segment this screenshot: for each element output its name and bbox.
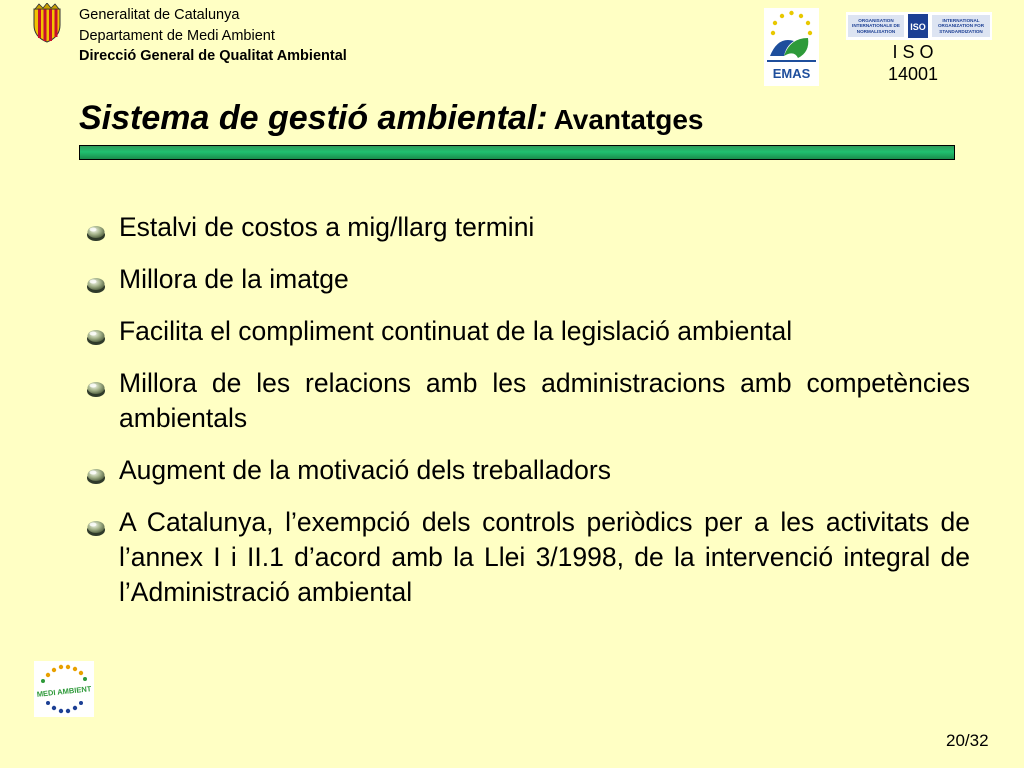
iso-badge-left-text: ORGANISATION INTERNATIONALE DE NORMALISATION	[852, 18, 900, 34]
catalan-crest-icon	[31, 3, 63, 43]
list-item	[86, 453, 970, 488]
list-item	[86, 314, 970, 349]
iso-badge-right-text: INTERNATIONAL ORGANIZATION FOR STANDARDIZATION	[937, 18, 985, 34]
emas-logo	[764, 8, 819, 86]
bullet-icon	[86, 320, 106, 338]
page-number: 20/32	[946, 731, 989, 750]
bullet-text: Estalvi de costos a mig/llarg termini	[119, 212, 535, 242]
iso-number: 14001	[887, 64, 939, 84]
medi-ambient-logo	[34, 661, 94, 717]
bullet-text: A Catalunya, l’exempció dels controls periòdics per a les activitats de l’annex I i II.1 d’acord amb la Llei 3/1998, de la intervenció integral de l’Administració ambiental	[119, 507, 970, 607]
title-main: Sistema de gestió ambiental:	[79, 99, 548, 137]
title-sub: Avantatges	[553, 104, 704, 135]
list-item	[86, 505, 970, 610]
emas-label: EMAS	[772, 66, 811, 81]
medi-ambient-label: MEDI AMBIENT	[36, 684, 92, 699]
header-line-direccio: Direcció General de Qualitat Ambiental	[79, 48, 347, 64]
title-divider-bar	[79, 145, 955, 160]
bullet-icon	[86, 511, 106, 529]
list-item	[86, 366, 970, 436]
bullet-text: Millora de la imatge	[119, 264, 349, 294]
bullet-icon	[86, 372, 106, 390]
bullet-text: Augment de la motivació dels treballadors	[119, 455, 611, 485]
advantages-list	[86, 210, 970, 627]
list-item	[86, 210, 970, 245]
header-line-generalitat: Generalitat de Catalunya	[79, 7, 240, 23]
bullet-icon	[86, 459, 106, 477]
header-line-departament: Departament de Medi Ambient	[79, 28, 275, 44]
iso-badge-center-text: ISO	[910, 22, 926, 32]
iso-logo	[846, 12, 992, 40]
iso-label: I S O	[892, 42, 934, 62]
bullet-icon	[86, 268, 106, 286]
bullet-text: Millora de les relacions amb les administracions amb competències ambientals	[119, 368, 970, 433]
bullet-text: Facilita el compliment continuat de la legislació ambiental	[119, 316, 793, 346]
bullet-icon	[86, 216, 106, 234]
page-title	[79, 97, 704, 141]
list-item	[86, 262, 970, 297]
